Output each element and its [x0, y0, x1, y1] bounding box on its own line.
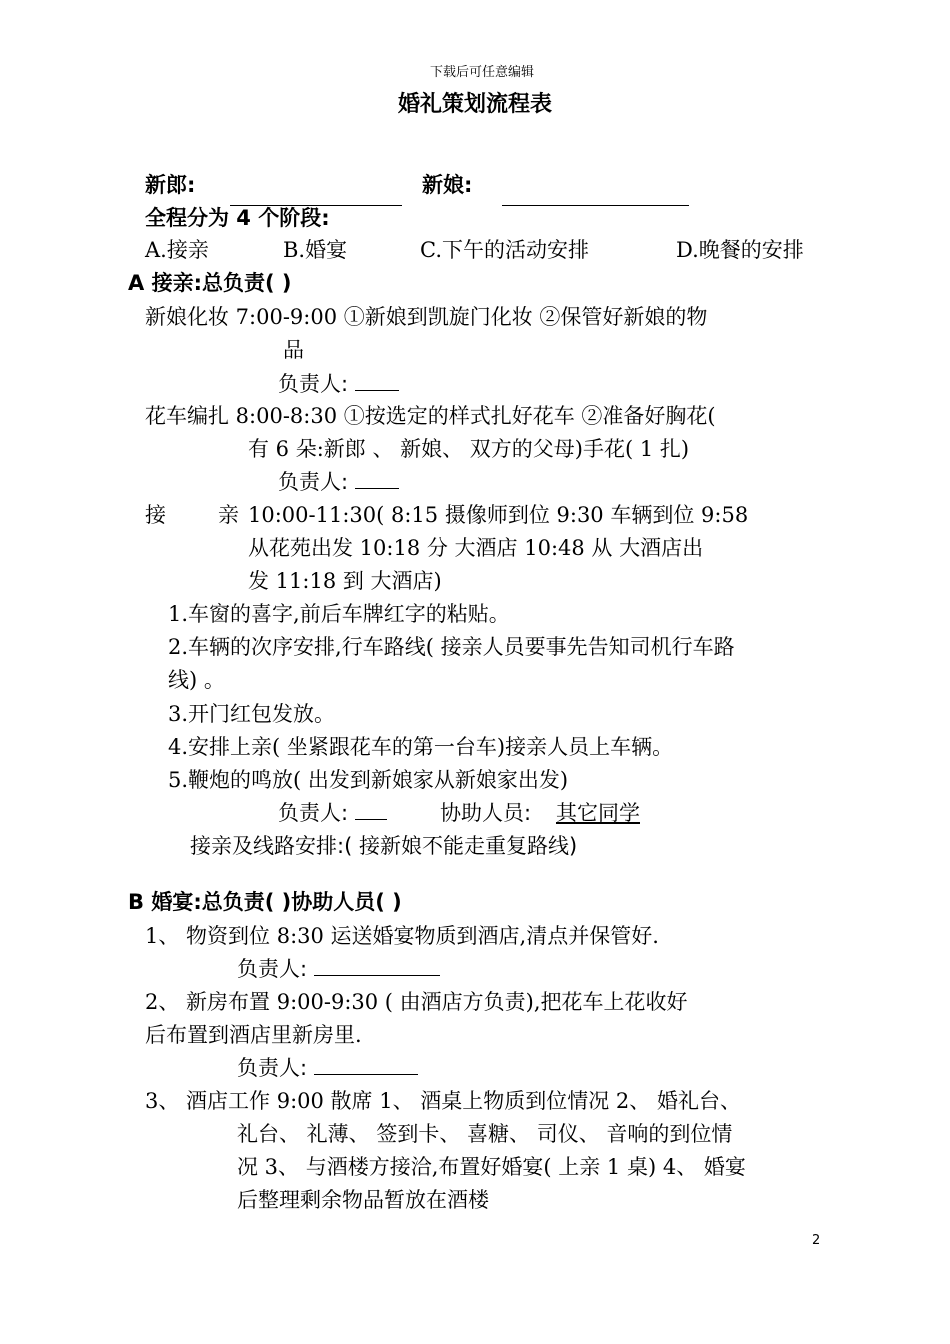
page-number: 2: [812, 1233, 821, 1248]
header-note: 下载后可任意编辑: [430, 65, 535, 80]
page-title: 婚礼策划流程表: [398, 92, 553, 117]
route-note: 接亲及线路安排:( 接新娘不能走重复路线): [190, 834, 578, 858]
b2-responsible-blank: [314, 1054, 418, 1075]
stage-d: D.晚餐的安排: [676, 238, 804, 262]
b1-responsible: 负责人:: [237, 954, 440, 984]
list-item: 4.安排上亲( 坐紧跟花车的第一台车)接亲人员上车辆。: [168, 735, 674, 759]
list-item: 2.车辆的次序安排,行车路线( 接亲人员要事先告知司机行车路: [168, 635, 735, 659]
b3-line-4: 后整理剩余物品暂放在酒楼: [237, 1188, 489, 1212]
stage-b: B.婚宴: [283, 238, 348, 262]
pickup-line-1: 10:00-11:30( 8:15 摄像师到位 9:30 车辆到位 9:58: [248, 503, 749, 527]
b2-line-1: 2、 新房布置 9:00-9:30 ( 由酒店方负责),把花车上花收好: [145, 990, 688, 1014]
b3-line-3: 况 3、 与酒楼方接洽,布置好婚宴( 上亲 1 桌) 4、 婚宴: [237, 1155, 746, 1179]
responsible-blank-3: [355, 799, 387, 820]
car-line-1: 花车编扎 8:00-8:30 ①按选定的样式扎好花车 ②准备好胸花(: [145, 404, 716, 428]
section-b-heading: B 婚宴:总负责( )协助人员( ): [128, 890, 402, 914]
makeup-line-2: 品: [283, 338, 304, 362]
pickup-label-2: 亲: [218, 503, 239, 527]
b3-line-1: 3、 酒店工作 9:00 散席 1、 酒桌上物质到位情况 2、 婚礼台、: [145, 1089, 741, 1113]
pickup-line-3: 发 11:18 到 大酒店): [248, 569, 442, 593]
car-line-2: 有 6 朵:新郎 、 新娘、 双方的父母)手花( 1 扎): [248, 437, 690, 461]
list-item: 5.鞭炮的鸣放( 出发到新娘家从新娘家出发): [168, 768, 569, 792]
stages-intro: 全程分为 4 个阶段:: [145, 206, 330, 230]
pickup-label-1: 接: [145, 503, 166, 527]
responsible-blank-1: [355, 370, 399, 391]
stage-c: C.下午的活动安排: [420, 238, 589, 262]
b1-responsible-blank: [314, 955, 440, 976]
list-item: 线) 。: [168, 668, 225, 692]
list-item: 1.车窗的喜字,前后车牌红字的粘贴。: [168, 602, 510, 626]
stage-a: A.接亲: [145, 238, 209, 262]
bride-blank-line: [502, 205, 689, 206]
makeup-line-1: 新娘化妆 7:00-9:00 ①新娘到凯旋门化妆 ②保管好新娘的物: [145, 305, 708, 329]
section-a-heading: A 接亲:总负责( ): [128, 271, 292, 295]
b2-line-2: 后布置到酒店里新房里.: [145, 1023, 362, 1047]
assist-label: 协助人员:: [440, 801, 532, 825]
pickup-line-2: 从花苑出发 10:18 分 大酒店 10:48 从 大酒店出: [248, 536, 704, 560]
b2-responsible: 负责人:: [237, 1053, 418, 1083]
assist-value: 其它同学: [556, 801, 640, 825]
b1-line: 1、 物资到位 8:30 运送婚宴物质到酒店,清点并保管好.: [145, 924, 659, 948]
list-item: 3.开门红包发放。: [168, 702, 336, 726]
responsible-blank-2: [355, 468, 399, 489]
responsible-label-3: 负责人:: [278, 798, 387, 828]
responsible-label-1: 负责人:: [278, 369, 399, 399]
groom-label: 新郎:: [145, 173, 196, 197]
bride-label: 新娘:: [422, 173, 473, 197]
responsible-label-2: 负责人:: [278, 467, 399, 497]
b3-line-2: 礼台、 礼薄、 签到卡、 喜糖、 司仪、 音响的到位情: [237, 1122, 733, 1146]
